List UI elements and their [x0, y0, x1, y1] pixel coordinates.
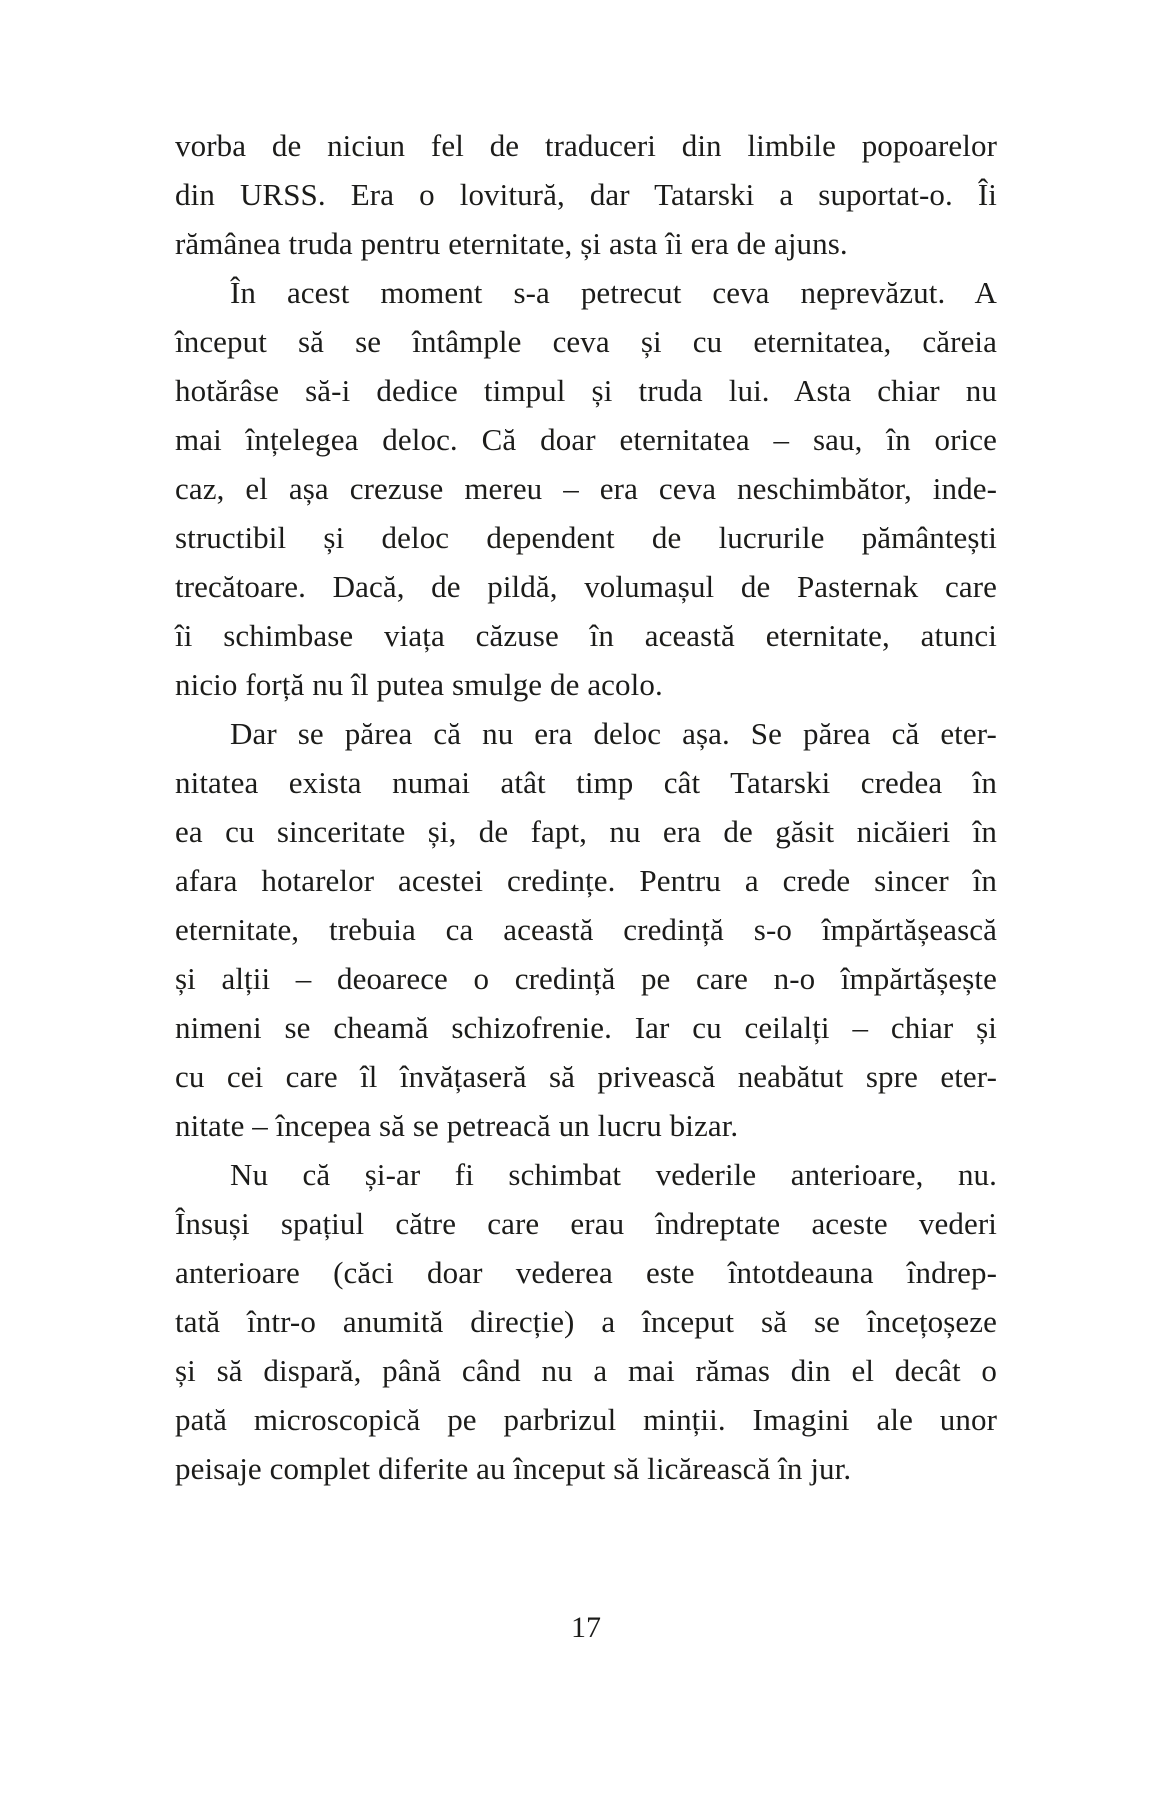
text-line: nicio forță nu îl putea smulge de acolo. — [175, 667, 663, 702]
text-line: eternitate, trebuia ca această credință s-o împărtășească — [175, 912, 997, 947]
paragraph — [175, 1150, 997, 1493]
text-line: rămânea truda pentru eternitate, și asta îi era de ajuns. — [175, 226, 848, 261]
text-line: structibil și deloc dependent de lucrurile pământești — [175, 520, 997, 555]
text-line: nitate – începea să se petreacă un lucru bizar. — [175, 1108, 739, 1143]
text-line: nitatea exista numai atât timp cât Tatarski credea în — [175, 765, 997, 800]
text-line: nimeni se cheamă schizofrenie. Iar cu ceilalți – chiar și — [175, 1010, 997, 1045]
text-line: caz, el așa crezuse mereu – era ceva neschimbător, inde- — [175, 471, 997, 506]
text-line: vorba de niciun fel de traduceri din limbile popoarelor — [175, 128, 997, 163]
text-line: anterioare (căci doar vederea este întotdeauna îndrep- — [175, 1255, 997, 1290]
text-line: tată într-o anumită direcție) a început să se încețoșeze — [175, 1304, 997, 1339]
text-line: pată microscopică pe parbrizul minții. Imagini ale unor — [175, 1402, 997, 1437]
text-line: afara hotarelor acestei credințe. Pentru a crede sincer în — [175, 863, 997, 898]
page-number: 17 — [571, 1611, 601, 1644]
text-line: În acest moment s-a petrecut ceva neprevăzut. A — [230, 275, 997, 310]
text-line: Însuși spațiul către care erau îndreptate aceste vederi — [175, 1206, 997, 1241]
text-line: și alții – deoarece o credință pe care n-o împărtășește — [175, 961, 997, 996]
text-line: început să se întâmple ceva și cu eternitatea, căreia — [175, 324, 997, 359]
text-line: ea cu sinceritate și, de fapt, nu era de găsit nicăieri în — [175, 814, 997, 849]
text-line: din URSS. Era o lovitură, dar Tatarski a suportat-o. Îi — [175, 177, 997, 212]
text-line: Nu că și-ar fi schimbat vederile anterioare, nu. — [230, 1157, 997, 1192]
text-line: peisaje complet diferite au început să licărească în jur. — [175, 1451, 852, 1486]
text-line: trecătoare. Dacă, de pildă, volumașul de Pasternak care — [175, 569, 997, 604]
paragraph — [175, 709, 997, 1150]
text-line: îi schimbase viața căzuse în această eternitate, atunci — [175, 618, 997, 653]
page-text — [175, 121, 997, 1493]
text-line: Dar se părea că nu era deloc așa. Se părea că eter- — [230, 716, 997, 751]
paragraph — [175, 268, 997, 709]
text-line: hotărâse să-i dedice timpul și truda lui. Asta chiar nu — [175, 373, 997, 408]
text-line: cu cei care îl învățaseră să privească neabătut spre eter- — [175, 1059, 997, 1094]
text-line: și să dispară, până când nu a mai rămas din el decât o — [175, 1353, 997, 1388]
paragraph — [175, 121, 997, 268]
text-line: mai înțelegea deloc. Că doar eternitatea – sau, în orice — [175, 422, 997, 457]
